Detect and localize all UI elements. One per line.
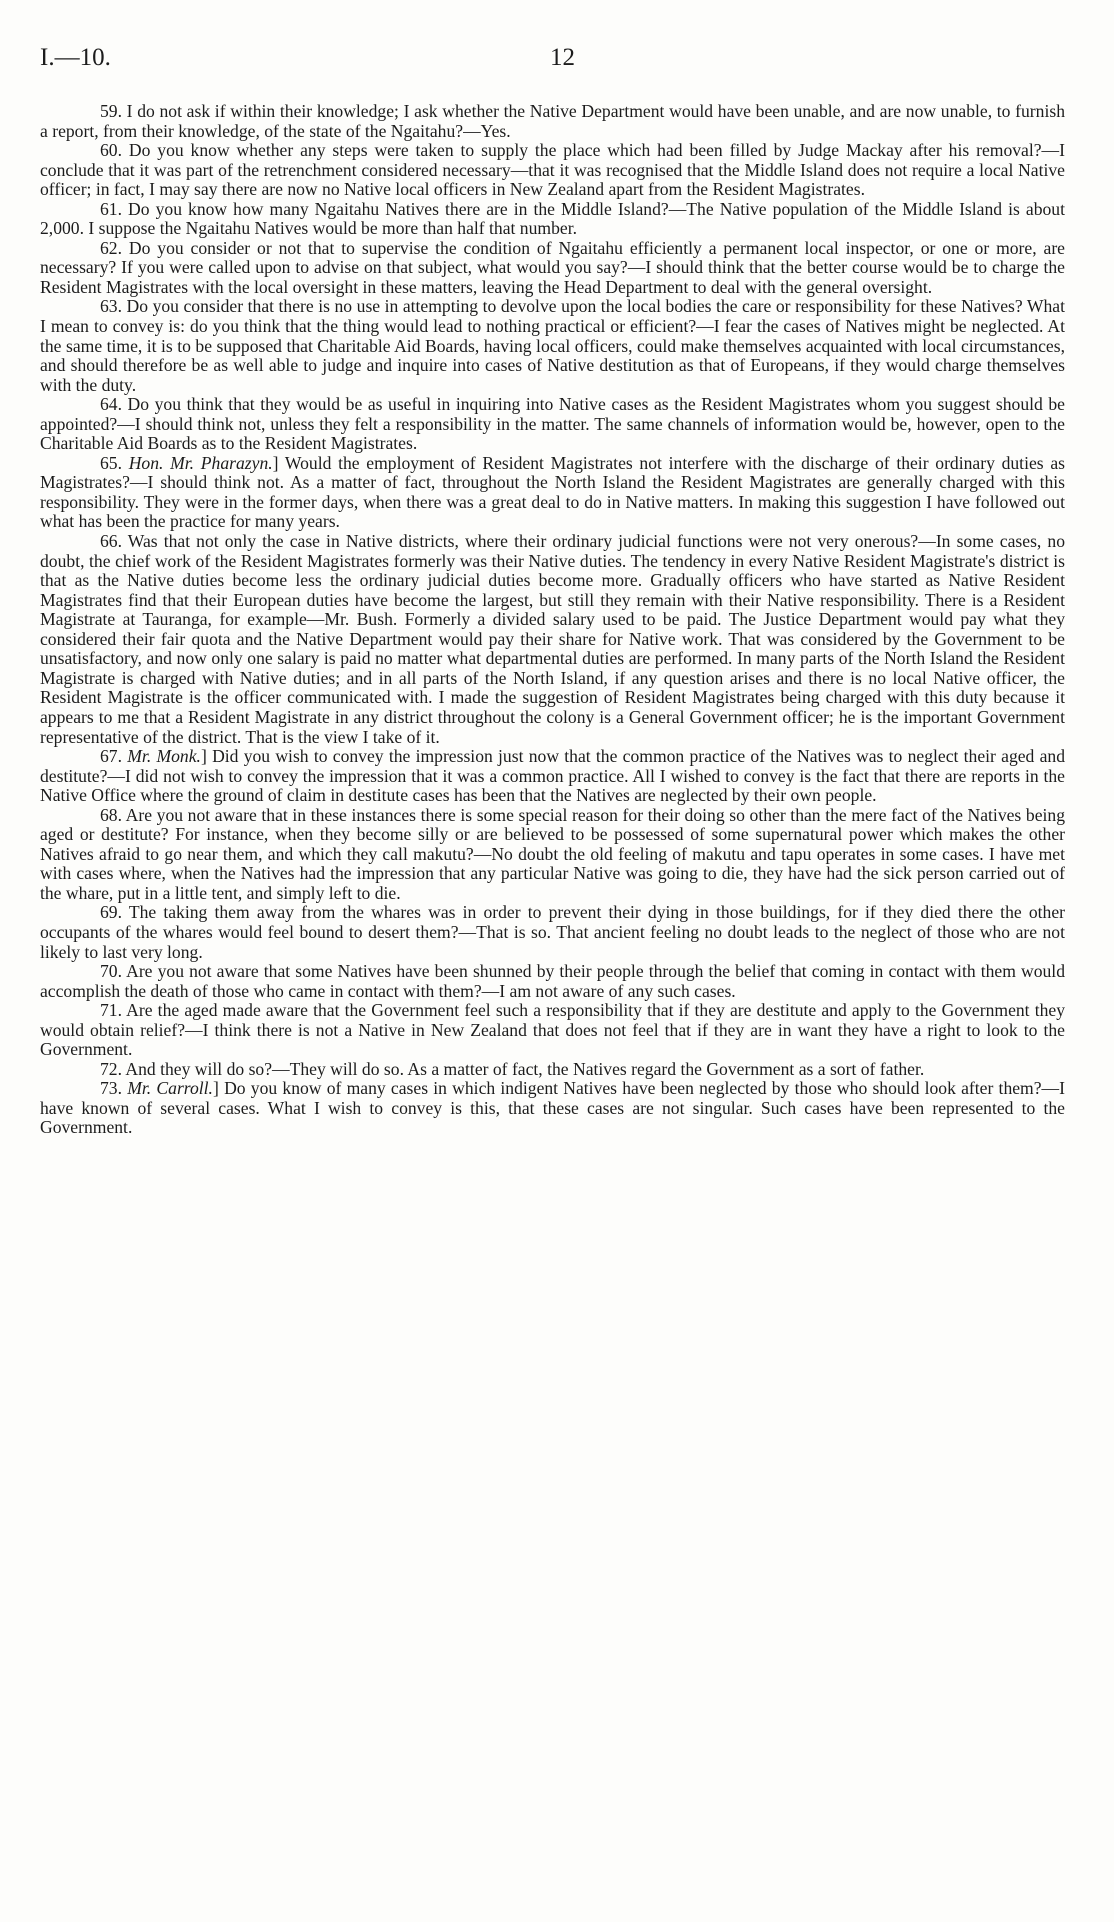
- document-reference: I.—10.: [40, 44, 111, 71]
- paragraph: 64. Do you think that they would be as useful in inquiring into Native cases as the Resident Magistrates whom you suggest should be appointed?—I should think not, unless they felt a responsibility in the matter. The same channels of information would be, however, open to the Charitable Aid Boards as to the Resident Magistrates.: [40, 394, 1065, 454]
- paragraph: 67. Mr. Monk.] Did you wish to convey the impression just now that the common practice of the Natives was to neglect their aged and destitute?—I did not wish to convey the impression that it was a common practice. All I wished to convey is the fact that there are reports in the Native Office where the ground of claim in destitute cases has been that the Natives are neglected by their own people.: [40, 746, 1066, 806]
- question-number: 67.: [100, 746, 122, 767]
- speaker-name: Mr. Monk.: [127, 746, 201, 767]
- paragraph: 73. Mr. Carroll.] Do you know of many cases in which indigent Natives have been neglected by those who should look after them?—I have known of several cases. What I wish to convey is this, that these cases are not singular. Such cases have been represented to the Government.: [40, 1078, 1066, 1138]
- paragraph: 59. I do not ask if within their knowledge; I ask whether the Native Department would have been unable, and are now unable, to furnish a report, from their knowledge, of the state of the Ngaitahu?—Yes.: [40, 101, 1065, 141]
- speaker-name: Hon. Mr. Pharazyn.: [128, 452, 273, 473]
- document-body: [40, 102, 1065, 1138]
- paragraph: 60. Do you know whether any steps were taken to supply the place which had been filled by Judge Mackay after his removal?—I conclude that it was part of the retrenchment considered necessary—that it was recognised that the Middle Island does not require a local Native officer; in fact, I may say there are now no Native local officers in New Zealand apart from the Resident Magistrates.: [40, 140, 1065, 200]
- question-number: 65.: [100, 452, 122, 473]
- question-number: 73.: [100, 1078, 122, 1099]
- paragraph: 69. The taking them away from the whares was in order to prevent their dying in those buildings, for if they died there the other occupants of the whares would feel bound to desert them?—That is so. That ancient feeling no doubt leads to the neglect of those who are not likely to last very long.: [40, 902, 1065, 962]
- paragraph: 65. Hon. Mr. Pharazyn.] Would the employment of Resident Magistrates not interfere with the discharge of their ordinary duties as Magistrates?—I should think not. As a matter of fact, throughout the North Island the Resident Magistrates are generally charged with this responsibility. They were in the former days, when there was a great deal to do in Native matters. In making this suggestion I have followed out what has been the practice for many years.: [40, 452, 1065, 532]
- paragraph: 63. Do you consider that there is no use in attempting to devolve upon the local bodies the care or responsibility for these Natives? What I mean to convey is: do you think that the thing would lead to nothing practical or efficient?—I fear the cases of Natives might be neglected. At the same time, it is to be supposed that Charitable Aid Boards, having local officers, could make themselves acquainted with local circumstances, and should therefore be as well able to judge and inquire into cases of Native destitution as that of Europeans, if they would charge themselves with the duty.: [40, 296, 1065, 395]
- paragraph: 72. And they will do so?—They will do so. As a matter of fact, the Natives regard the Government as a sort of father.: [100, 1058, 925, 1079]
- paragraph: 68. Are you not aware that in these instances there is some special reason for their doing so other than the mere fact of the Natives being aged or destitute? For instance, when they become silly or are believed to be possessed of some supernatural power which makes the other Natives afraid to go near them, and which they call makutu?—No doubt the old feeling of makutu and tapu operates in some cases. I have met with cases where, when the Natives had the impression that any particular Native was going to die, they have had the sick person carried out of the whare, put in a little tent, and simply left to die.: [40, 804, 1065, 903]
- paragraph: 71. Are the aged made aware that the Government feel such a responsibility that if they are destitute and apply to the Government they would obtain relief?—I think there is not a Native in New Zealand that does not feel that if they are in want they have a right to look to the Government.: [40, 1000, 1065, 1060]
- speaker-name: Mr. Carroll.: [127, 1078, 213, 1099]
- paragraph: 61. Do you know how many Ngaitahu Natives there are in the Middle Island?—The Native population of the Middle Island is about 2,000. I suppose the Ngaitahu Natives would be more than half that number.: [40, 198, 1065, 239]
- page-header: [40, 44, 1074, 84]
- paragraph: 62. Do you consider or not that to supervise the condition of Ngaitahu efficiently a permanent local inspector, or one or more, are necessary? If you were called upon to advise on that subject, what would you say?—I should think that the better course would be to charge the Resident Magistrates with the local oversight in these matters, leaving the Head Department to deal with the general oversight.: [40, 237, 1065, 297]
- page-number: 12: [550, 44, 575, 71]
- paragraph: 66. Was that not only the case in Native districts, where their ordinary judicial functions were not very onerous?—In some cases, no doubt, the chief work of the Resident Magistrates formerly was their Native duties. The tendency in every Native Resident Magistrate's district is that as the Native duties become less the ordinary judicial duties become more. Gradually officers who have started as Native Resident Magistrates find that their European duties have become the largest, but still they remain with their Native responsibility. There is a Resident Magistrate at Tauranga, for example—Mr. Bush. Formerly a divided salary used to be paid. The Justice Department would pay what they considered their fair quota and the Native Department would pay their share for Native work. That was considered by the Government to be unsatisfactory, and now only one salary is paid no matter what departmental duties are performed. In many parts of the North Island the Resident Magistrate is charged with Native duties; and in all parts of the North Island, if any question arises and there is no local Native officer, the Resident Magistrate is the officer communicated with. I made the suggestion of Resident Magistrates being charged with this duty because it appears to me that a Resident Magistrate in any district throughout the colony is a General Government officer; he is the important Government representative of the district. That is the view I take of it.: [40, 531, 1065, 747]
- paragraph: 70. Are you not aware that some Natives have been shunned by their people through the belief that coming in contact with them would accomplish the death of those who came in contact with them?—I am not aware of any such cases.: [40, 961, 1065, 1001]
